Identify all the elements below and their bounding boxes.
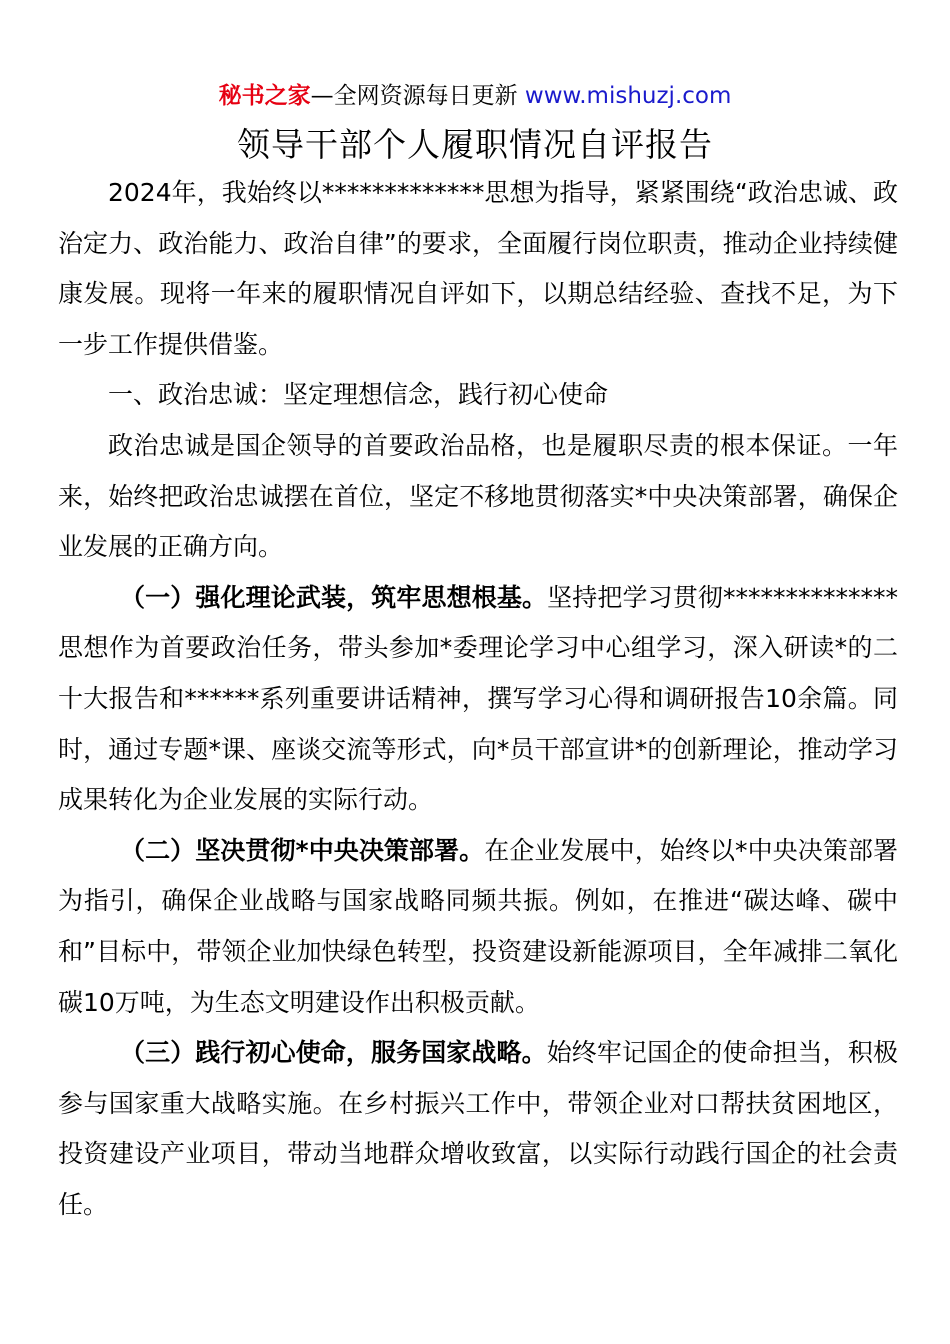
subsection-3	[58, 1028, 898, 1230]
site-url-link[interactable]: www.mishuzj.com	[524, 83, 732, 109]
subsection-3-title: （三）践行初心使命，服务国家战略。	[120, 1038, 547, 1068]
subsection-2-body: 在企业发展中，始终以*中央决策部署为指引，确保企业战略与国家战略同频共振。例如，在推进“碳达峰、碳中和”目标中，带领企业加快绿色转型，投资建设新能源项目，全年减排二氧化碳10万吨，为生态文明建设作出积极贡献。	[58, 835, 898, 1017]
intro-paragraph: 2024年，我始终以*************思想为指导，紧紧围绕“政治忠诚、政治定力、政治能力、政治自律”的要求，全面履行岗位职责，推动企业持续健康发展。现将一年来的履职情况自评如下，以期总结经验、查找不足，为下一步工作提供借鉴。	[58, 178, 898, 359]
section-heading-1: 一、政治忠诚：坚定理想信念，践行初心使命	[108, 380, 609, 410]
subsection-1-title: （一）强化理论武装，筑牢思想根基。	[120, 582, 548, 612]
subsection-1-body: 坚持把学习贯彻**************思想作为首要政治任务，带头参加*委理论学习中心组学习，深入研读*的二十大报告和******系列重要讲话精神，撰写学习心得和调研报告10余篇。同时，通过专题*课、座谈交流等形式，向*员干部宣讲*的创新理论，推动学习成果转化为企业发展的实际行动。	[58, 582, 898, 815]
subsection-2-title: （二）坚决贯彻*中央决策部署。	[120, 835, 485, 865]
subsection-3-body: 始终牢记国企的使命担当，积极参与国家重大战略实施。在乡村振兴工作中，带领企业对口帮扶贫困地区，投资建设产业项目，带动当地群众增收致富，以实际行动践行国企的社会责任。	[58, 1038, 898, 1219]
subsection-2	[58, 826, 898, 1028]
brand-name: 秘书之家	[218, 83, 311, 109]
banner-slogan: —全网资源每日更新	[310, 83, 525, 109]
section-1-paragraph: 政治忠诚是国企领导的首要政治品格，也是履职尽责的根本保证。一年来，始终把政治忠诚摆在首位，坚定不移地贯彻落实*中央决策部署，确保企业发展的正确方向。	[58, 430, 898, 562]
document-title: 领导干部个人履职情况自评报告	[237, 125, 713, 164]
document-body	[58, 168, 898, 1230]
site-banner	[0, 80, 950, 112]
subsection-1	[58, 573, 898, 826]
